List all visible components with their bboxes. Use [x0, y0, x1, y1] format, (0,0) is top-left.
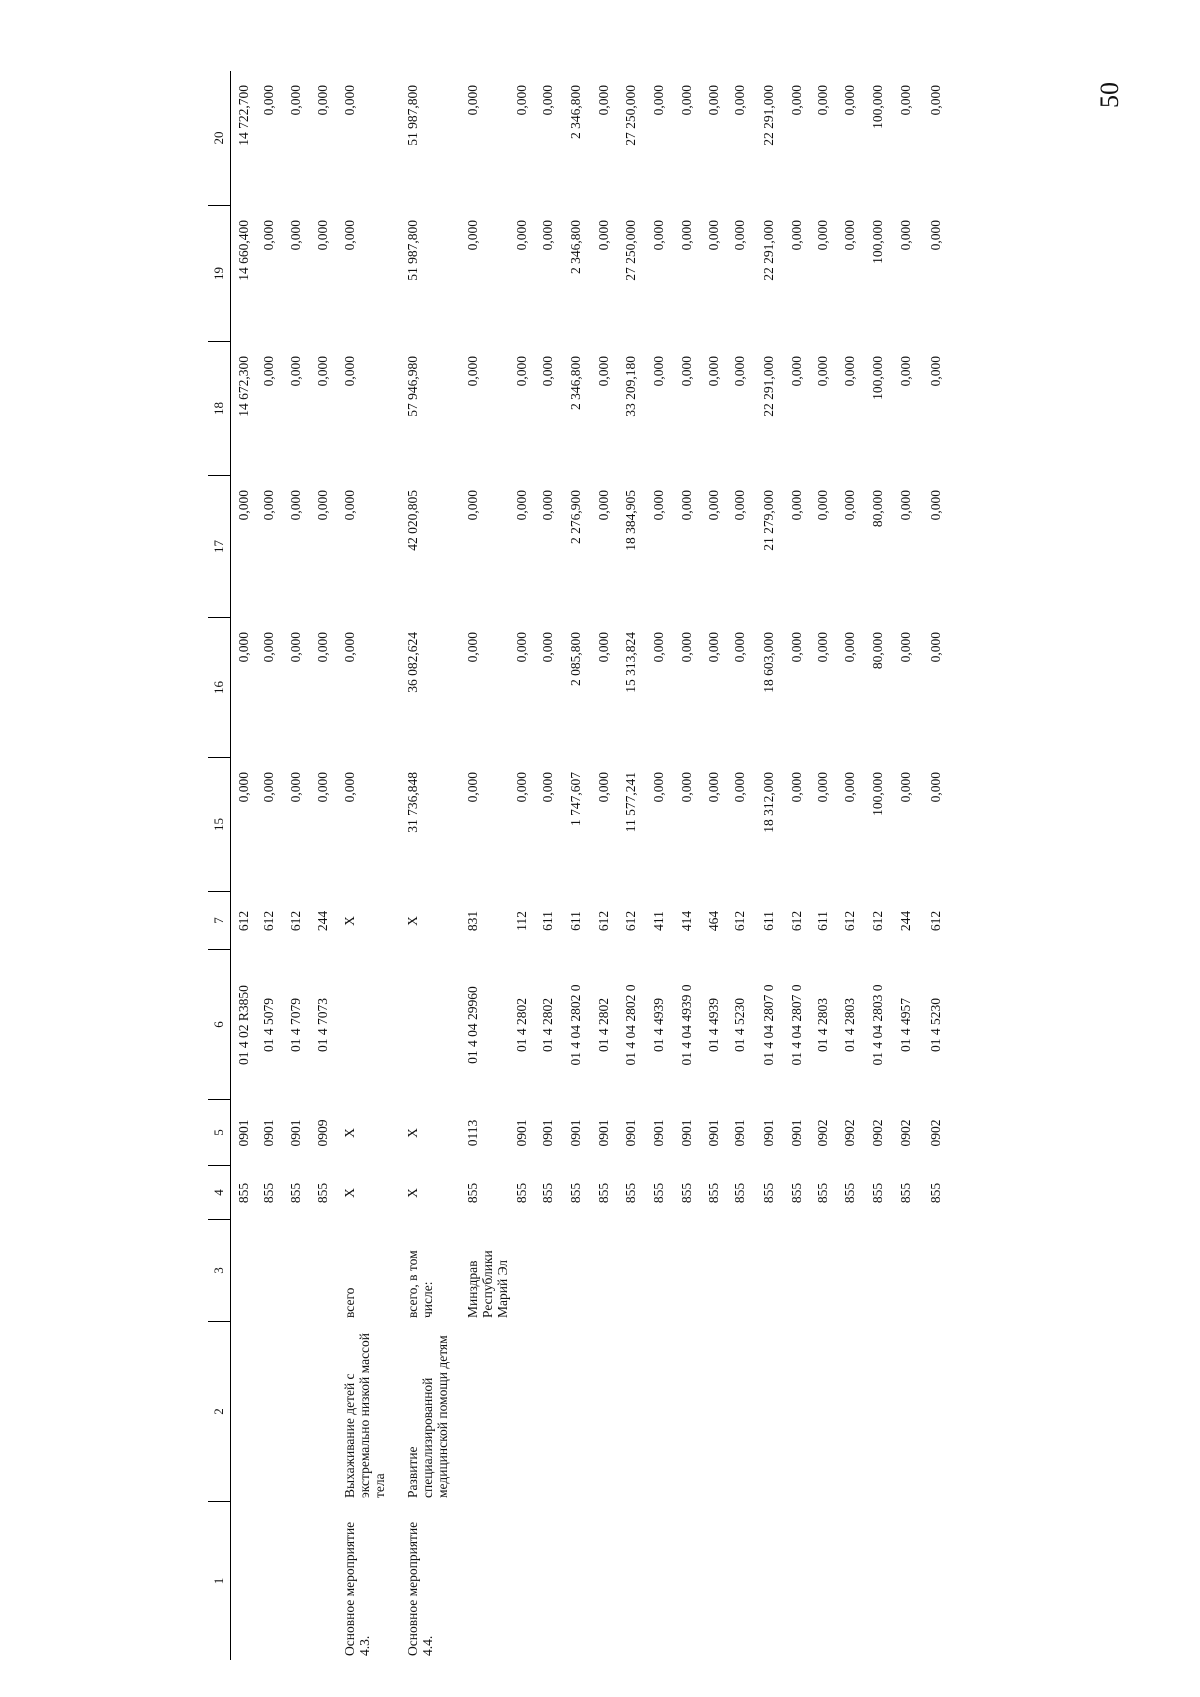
- cell-col4: 855: [815, 1182, 830, 1204]
- cell-col6: 01 4 4957: [898, 998, 913, 1052]
- cell-col7: 612: [288, 910, 303, 932]
- header-col-6: 6: [208, 950, 230, 1100]
- header-col-15: 15: [208, 758, 230, 892]
- cell-col20: 0,000: [898, 85, 913, 116]
- cell-col15: 100,000: [870, 772, 885, 816]
- table-row: [315, 71, 341, 1660]
- cell-col16: 0,000: [236, 632, 251, 663]
- cell-col4: Х: [342, 1188, 357, 1198]
- cell-col7: 611: [540, 911, 555, 931]
- cell-col20: 0,000: [732, 85, 747, 116]
- cell-col20: 0,000: [261, 85, 276, 116]
- cell-col7: 464: [706, 910, 721, 932]
- cell-col5: 0901: [789, 1119, 804, 1147]
- cell-col17: 0,000: [898, 490, 913, 521]
- table-row: [623, 71, 649, 1660]
- cell-col4: 855: [706, 1182, 721, 1204]
- cell-col3: Минздрав Республики Марий Эл: [465, 1250, 510, 1318]
- cell-col5: 0901: [261, 1119, 276, 1147]
- cell-col19: 0,000: [928, 220, 943, 251]
- cell-col5: 0902: [815, 1119, 830, 1147]
- cell-col15: 0,000: [596, 772, 611, 803]
- cell-col6: 01 4 2802: [514, 998, 529, 1052]
- table-header: [208, 71, 231, 1660]
- header-col-4: 4: [208, 1166, 230, 1220]
- cell-col20: 0,000: [928, 85, 943, 116]
- table-row: [236, 71, 262, 1660]
- cell-col16: 0,000: [596, 632, 611, 663]
- cell-col19: 0,000: [732, 220, 747, 251]
- cell-col19: 0,000: [315, 220, 330, 251]
- cell-col5: Х: [405, 1128, 420, 1138]
- table-row: [898, 71, 924, 1660]
- cell-col18: 0,000: [679, 356, 694, 387]
- cell-col20: 0,000: [288, 85, 303, 116]
- cell-col5: 0902: [898, 1119, 913, 1147]
- cell-col5: 0901: [679, 1119, 694, 1147]
- cell-col4: 855: [236, 1182, 251, 1204]
- cell-col16: 36 082,624: [405, 632, 420, 693]
- cell-col4: 855: [465, 1182, 480, 1204]
- cell-col16: 80,000: [870, 632, 885, 670]
- cell-col20: 14 722,700: [236, 85, 251, 146]
- cell-col19: 0,000: [651, 220, 666, 251]
- cell-col5: 0901: [596, 1119, 611, 1147]
- cell-col7: 244: [315, 910, 330, 932]
- table-row: [261, 71, 287, 1660]
- cell-col4: 855: [261, 1182, 276, 1204]
- cell-col17: 0,000: [261, 490, 276, 521]
- cell-col16: 18 603,000: [761, 632, 776, 693]
- cell-col18: 0,000: [732, 356, 747, 387]
- cell-col20: 51 987,800: [405, 85, 420, 146]
- header-col-3: 3: [208, 1220, 230, 1322]
- cell-col18: 0,000: [288, 356, 303, 387]
- cell-col20: 0,000: [842, 85, 857, 116]
- cell-col4: 855: [789, 1182, 804, 1204]
- cell-col15: 0,000: [465, 772, 480, 803]
- cell-col16: 0,000: [465, 632, 480, 663]
- cell-col19: 0,000: [679, 220, 694, 251]
- cell-col18: 0,000: [514, 356, 529, 387]
- cell-col18: 0,000: [928, 356, 943, 387]
- cell-col6: 01 4 2803: [842, 998, 857, 1052]
- cell-col19: 0,000: [789, 220, 804, 251]
- cell-col18: 0,000: [651, 356, 666, 387]
- cell-col20: 0,000: [342, 85, 357, 116]
- cell-col20: 0,000: [596, 85, 611, 116]
- cell-col4: 855: [928, 1182, 943, 1204]
- cell-col5: 0901: [651, 1119, 666, 1147]
- cell-col18: 0,000: [596, 356, 611, 387]
- cell-col17: 0,000: [815, 490, 830, 521]
- cell-col2: Выхаживание детей с экстремально низкой массой тела: [342, 1332, 387, 1498]
- cell-col6: 01 4 5230: [928, 998, 943, 1052]
- cell-col16: 0,000: [679, 632, 694, 663]
- header-col-20: 20: [208, 71, 230, 206]
- cell-col4: 855: [679, 1182, 694, 1204]
- cell-col19: 0,000: [596, 220, 611, 251]
- cell-col20: 22 291,000: [761, 85, 776, 146]
- cell-col15: 0,000: [898, 772, 913, 803]
- table-row: [568, 71, 594, 1660]
- cell-col7: 612: [732, 910, 747, 932]
- cell-col4: 855: [761, 1182, 776, 1204]
- cell-col5: 0909: [315, 1119, 330, 1147]
- cell-col6: 01 4 02 R3850: [236, 985, 251, 1065]
- cell-col15: 0,000: [514, 772, 529, 803]
- cell-col5: 0902: [928, 1119, 943, 1147]
- cell-col17: 0,000: [842, 490, 857, 521]
- cell-col7: 612: [789, 910, 804, 932]
- header-col-1: 1: [211, 1577, 226, 1585]
- cell-col7: Х: [342, 916, 357, 926]
- cell-col16: 2 085,800: [568, 632, 583, 686]
- cell-col6: 01 4 04 2802 0: [623, 984, 638, 1066]
- cell-col16: 0,000: [815, 632, 830, 663]
- cell-col7: 611: [568, 911, 583, 931]
- header-col-18: 18: [208, 342, 230, 476]
- page-number: 50: [1095, 82, 1124, 108]
- table-row: [651, 71, 677, 1660]
- cell-col18: 0,000: [261, 356, 276, 387]
- table-row: [761, 71, 787, 1660]
- cell-col15: 31 736,848: [405, 772, 420, 833]
- cell-col2: Развитие специализированной медицинской помощи детям: [405, 1335, 450, 1498]
- cell-col19: 0,000: [706, 220, 721, 251]
- cell-col18: 0,000: [706, 356, 721, 387]
- cell-col4: 855: [315, 1182, 330, 1204]
- cell-col7: 612: [870, 910, 885, 932]
- cell-col16: 0,000: [706, 632, 721, 663]
- cell-col15: 0,000: [342, 772, 357, 803]
- cell-col4: 855: [623, 1182, 638, 1204]
- cell-col5: 0901: [568, 1119, 583, 1147]
- cell-col17: 0,000: [596, 490, 611, 521]
- cell-col7: 244: [898, 910, 913, 932]
- cell-col15: 18 312,000: [761, 772, 776, 833]
- table-row: [596, 71, 622, 1660]
- cell-col6: 01 4 04 2807 0: [761, 984, 776, 1066]
- cell-col7: 612: [928, 910, 943, 932]
- cell-col20: 0,000: [815, 85, 830, 116]
- cell-col18: 2 346,800: [568, 356, 583, 410]
- cell-col7: 612: [261, 910, 276, 932]
- cell-col6: 01 4 2803: [815, 998, 830, 1052]
- cell-col4: 855: [514, 1182, 529, 1204]
- cell-col20: 0,000: [315, 85, 330, 116]
- cell-col4: 855: [540, 1182, 555, 1204]
- table-body: [230, 71, 1022, 1660]
- cell-col17: 0,000: [514, 490, 529, 521]
- cell-col17: 2 276,900: [568, 490, 583, 544]
- cell-col17: 0,000: [540, 490, 555, 521]
- cell-col18: 0,000: [815, 356, 830, 387]
- cell-col1: Основное мероприятие 4.4.: [405, 1521, 435, 1656]
- cell-col16: 0,000: [342, 632, 357, 663]
- cell-col4: 855: [596, 1182, 611, 1204]
- cell-col6: 01 4 5079: [261, 998, 276, 1052]
- cell-col17: 42 020,805: [405, 490, 420, 551]
- cell-col17: 0,000: [465, 490, 480, 521]
- cell-col6: 01 4 2802: [540, 998, 555, 1052]
- cell-col15: 0,000: [236, 772, 251, 803]
- cell-col18: 22 291,000: [761, 356, 776, 417]
- header-col-17: 17: [208, 476, 230, 618]
- table-row: [342, 71, 387, 1660]
- cell-col17: 0,000: [706, 490, 721, 521]
- cell-col1: Основное мероприятие 4.3.: [342, 1521, 372, 1656]
- cell-col6: 01 4 7073: [315, 998, 330, 1052]
- cell-col5: 0901: [706, 1119, 721, 1147]
- table-row: [540, 71, 566, 1660]
- cell-col5: 0901: [288, 1119, 303, 1147]
- cell-col17: 0,000: [342, 490, 357, 521]
- cell-col19: 0,000: [514, 220, 529, 251]
- cell-col5: 0901: [236, 1119, 251, 1147]
- cell-col19: 0,000: [342, 220, 357, 251]
- table-row: [789, 71, 815, 1660]
- header-col-5: 5: [208, 1100, 230, 1166]
- cell-col15: 0,000: [789, 772, 804, 803]
- table-row: [465, 71, 510, 1660]
- cell-col18: 0,000: [842, 356, 857, 387]
- table-row: [679, 71, 705, 1660]
- cell-col6: 01 4 04 2803 0: [870, 984, 885, 1066]
- cell-col20: 0,000: [789, 85, 804, 116]
- table-row: [842, 71, 868, 1660]
- cell-col4: 855: [651, 1182, 666, 1204]
- cell-col3: всего, в том числе:: [405, 1250, 435, 1318]
- cell-col19: 0,000: [842, 220, 857, 251]
- cell-col15: 0,000: [315, 772, 330, 803]
- cell-col16: 0,000: [732, 632, 747, 663]
- cell-col18: 0,000: [789, 356, 804, 387]
- cell-col4: Х: [405, 1188, 420, 1198]
- cell-col19: 14 660,400: [236, 220, 251, 281]
- cell-col15: 0,000: [261, 772, 276, 803]
- cell-col18: 57 946,980: [405, 356, 420, 417]
- cell-col7: Х: [405, 916, 420, 926]
- cell-col7: 611: [815, 911, 830, 931]
- cell-col17: 0,000: [236, 490, 251, 521]
- cell-col6: 01 4 4939: [651, 998, 666, 1052]
- cell-col7: 414: [679, 910, 694, 932]
- cell-col19: 27 250,000: [623, 220, 638, 281]
- cell-col7: 612: [236, 910, 251, 932]
- cell-col19: 51 987,800: [405, 220, 420, 281]
- cell-col19: 0,000: [465, 220, 480, 251]
- cell-col17: 80,000: [870, 490, 885, 528]
- cell-col19: 22 291,000: [761, 220, 776, 281]
- cell-col20: 27 250,000: [623, 85, 638, 146]
- cell-col4: 855: [842, 1182, 857, 1204]
- cell-col19: 0,000: [540, 220, 555, 251]
- cell-col4: 855: [288, 1182, 303, 1204]
- budget-table: [208, 71, 1022, 1660]
- cell-col17: 0,000: [928, 490, 943, 521]
- cell-col5: 0901: [623, 1119, 638, 1147]
- cell-col18: 33 209,180: [623, 356, 638, 417]
- cell-col7: 611: [761, 911, 776, 931]
- cell-col7: 831: [465, 910, 480, 932]
- cell-col16: 0,000: [514, 632, 529, 663]
- cell-col18: 14 672,300: [236, 356, 251, 417]
- cell-col16: 0,000: [651, 632, 666, 663]
- cell-col20: 2 346,800: [568, 85, 583, 139]
- cell-col16: 0,000: [928, 632, 943, 663]
- cell-col3: всего: [342, 1287, 357, 1318]
- cell-col20: 0,000: [679, 85, 694, 116]
- cell-col5: 0901: [514, 1119, 529, 1147]
- cell-col15: 0,000: [842, 772, 857, 803]
- cell-col15: 0,000: [651, 772, 666, 803]
- cell-col16: 0,000: [789, 632, 804, 663]
- header-col-7: 7: [208, 892, 230, 950]
- cell-col6: 01 4 2802: [596, 998, 611, 1052]
- header-col-2: 2: [208, 1322, 230, 1502]
- cell-col20: 0,000: [465, 85, 480, 116]
- cell-col15: 0,000: [815, 772, 830, 803]
- cell-col18: 100,000: [870, 356, 885, 400]
- cell-col4: 855: [732, 1182, 747, 1204]
- cell-col20: 0,000: [540, 85, 555, 116]
- cell-col19: 0,000: [898, 220, 913, 251]
- cell-col5: 0902: [842, 1119, 857, 1147]
- cell-col20: 0,000: [514, 85, 529, 116]
- cell-col17: 0,000: [315, 490, 330, 521]
- cell-col17: 0,000: [789, 490, 804, 521]
- cell-col6: 01 4 04 29960: [465, 986, 480, 1064]
- cell-col6: 01 4 4939: [706, 998, 721, 1052]
- cell-col19: 0,000: [288, 220, 303, 251]
- cell-col20: 100,000: [870, 85, 885, 129]
- cell-col6: 01 4 5230: [732, 998, 747, 1052]
- cell-col20: 0,000: [706, 85, 721, 116]
- cell-col16: 0,000: [842, 632, 857, 663]
- cell-col15: 0,000: [679, 772, 694, 803]
- cell-col17: 0,000: [288, 490, 303, 521]
- cell-col15: 1 747,607: [568, 772, 583, 826]
- cell-col4: 855: [870, 1182, 885, 1204]
- cell-col7: 411: [651, 911, 666, 931]
- cell-col5: 0901: [540, 1119, 555, 1147]
- cell-col7: 612: [842, 910, 857, 932]
- table-row: [288, 71, 314, 1660]
- cell-col5: 0901: [761, 1119, 776, 1147]
- cell-col18: 0,000: [540, 356, 555, 387]
- cell-col6: 01 4 04 4939 0: [679, 984, 694, 1066]
- cell-col18: 0,000: [315, 356, 330, 387]
- cell-col16: 15 313,824: [623, 632, 638, 693]
- cell-col17: 0,000: [651, 490, 666, 521]
- cell-col7: 612: [623, 910, 638, 932]
- cell-col15: 0,000: [732, 772, 747, 803]
- cell-col5: 0902: [870, 1119, 885, 1147]
- cell-col7: 612: [596, 910, 611, 932]
- cell-col4: 855: [898, 1182, 913, 1204]
- cell-col18: 0,000: [342, 356, 357, 387]
- cell-col15: 0,000: [288, 772, 303, 803]
- cell-col18: 0,000: [465, 356, 480, 387]
- cell-col16: 0,000: [540, 632, 555, 663]
- cell-col17: 21 279,000: [761, 490, 776, 551]
- cell-col4: 855: [568, 1182, 583, 1204]
- cell-col6: 01 4 7079: [288, 998, 303, 1052]
- cell-col16: 0,000: [288, 632, 303, 663]
- table-row: [928, 71, 954, 1660]
- header-col-19: 19: [208, 206, 230, 342]
- table-row: [514, 71, 540, 1660]
- cell-col6: 01 4 04 2807 0: [789, 984, 804, 1066]
- table-row: [815, 71, 841, 1660]
- cell-col7: 112: [514, 911, 529, 931]
- cell-col19: 0,000: [261, 220, 276, 251]
- header-col-16: 16: [208, 618, 230, 758]
- cell-col17: 0,000: [679, 490, 694, 521]
- cell-col15: 0,000: [928, 772, 943, 803]
- table-row: [706, 71, 732, 1660]
- cell-col5: 0113: [465, 1119, 480, 1147]
- cell-col15: 0,000: [706, 772, 721, 803]
- cell-col19: 100,000: [870, 220, 885, 264]
- cell-col19: 2 346,800: [568, 220, 583, 274]
- cell-col17: 0,000: [732, 490, 747, 521]
- table-row: [870, 71, 896, 1660]
- cell-col5: Х: [342, 1128, 357, 1138]
- cell-col6: 01 4 04 2802 0: [568, 984, 583, 1066]
- table-row: [732, 71, 758, 1660]
- cell-col16: 0,000: [315, 632, 330, 663]
- cell-col5: 0901: [732, 1119, 747, 1147]
- cell-col19: 0,000: [815, 220, 830, 251]
- cell-col16: 0,000: [261, 632, 276, 663]
- table-row: [405, 71, 450, 1660]
- cell-col17: 18 384,905: [623, 490, 638, 551]
- cell-col18: 0,000: [898, 356, 913, 387]
- cell-col20: 0,000: [651, 85, 666, 116]
- cell-col15: 0,000: [540, 772, 555, 803]
- cell-col16: 0,000: [898, 632, 913, 663]
- cell-col15: 11 577,241: [623, 772, 638, 833]
